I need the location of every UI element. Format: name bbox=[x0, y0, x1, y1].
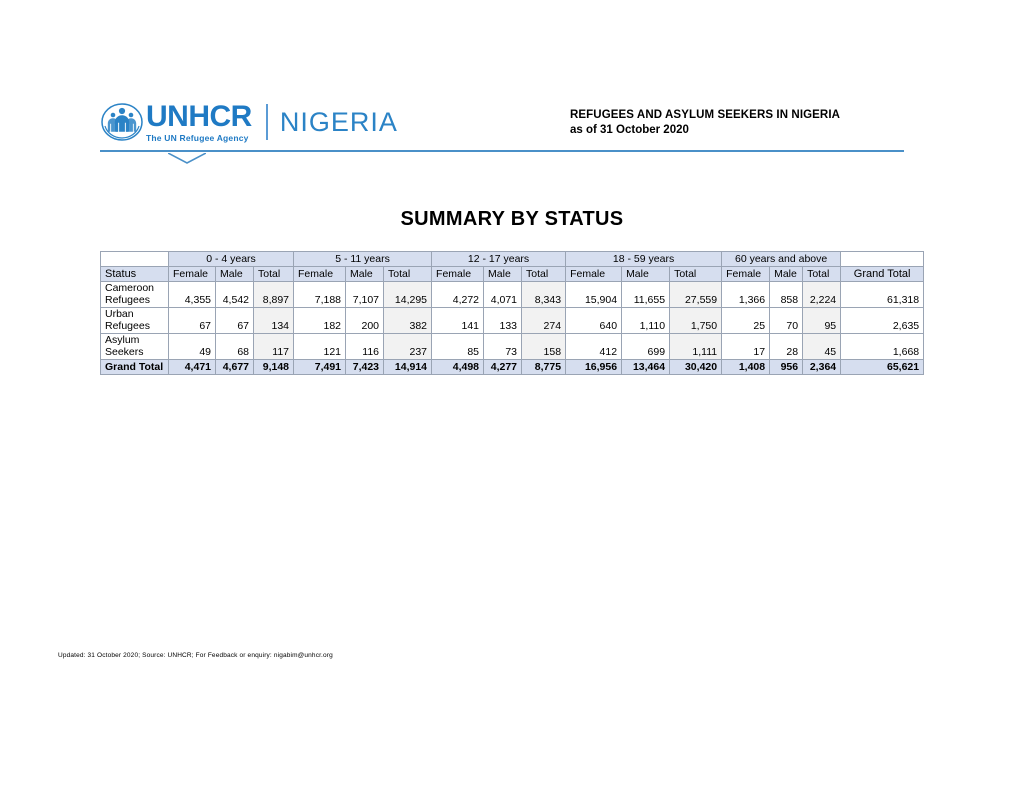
table-row bbox=[101, 308, 924, 334]
unhcr-name: UNHCR bbox=[146, 100, 252, 133]
row-status-label bbox=[101, 282, 169, 308]
cell-total-0-4: 117 bbox=[254, 334, 294, 360]
status-line-1: Asylum bbox=[105, 334, 140, 346]
page-title: SUMMARY BY STATUS bbox=[400, 208, 624, 230]
subheader-total-60-plus: Total bbox=[803, 267, 841, 282]
sub-header-row bbox=[101, 267, 924, 282]
cell-female-18-59: 15,904 bbox=[566, 282, 622, 308]
cell-female-5-11: 7,188 bbox=[294, 282, 346, 308]
cell-male-12-17: 4,071 bbox=[484, 282, 522, 308]
cell-male-12-17: 133 bbox=[484, 308, 522, 334]
status-line-2: Refugees bbox=[105, 319, 150, 332]
status-line-2: Seekers bbox=[105, 345, 144, 358]
subheader-female-5-11: Female bbox=[294, 267, 346, 282]
cell-female-18-59: 412 bbox=[566, 334, 622, 360]
subheader-total-12-17: Total bbox=[522, 267, 566, 282]
report-date: as of 31 October 2020 bbox=[570, 124, 689, 136]
subheader-male-60-plus: Male bbox=[770, 267, 803, 282]
cell-female-12-17: 85 bbox=[432, 334, 484, 360]
status-line-1: Cameroon bbox=[105, 282, 155, 294]
cell-male-18-59: 11,655 bbox=[622, 282, 670, 308]
age-group-5-11: 5 - 11 years bbox=[294, 252, 432, 267]
header-corner-blank bbox=[101, 252, 169, 267]
cell-female-60-plus: 1,366 bbox=[722, 282, 770, 308]
cell-female-18-59: 640 bbox=[566, 308, 622, 334]
cell-male-0-4: 67 bbox=[216, 308, 254, 334]
total-female-18-59: 16,956 bbox=[566, 360, 622, 375]
header-rule-notch bbox=[168, 151, 206, 162]
cell-male-0-4: 68 bbox=[216, 334, 254, 360]
cell-female-0-4: 67 bbox=[169, 308, 216, 334]
cell-grand-total: 61,318 bbox=[841, 282, 924, 308]
subheader-female-12-17: Female bbox=[432, 267, 484, 282]
age-group-60-plus: 60 years and above bbox=[722, 252, 841, 267]
total-total-0-4: 9,148 bbox=[254, 360, 294, 375]
report-title: REFUGEES AND ASYLUM SEEKERS IN NIGERIA bbox=[570, 109, 841, 121]
status-line-2: Refugees bbox=[105, 293, 150, 306]
cell-grand-total: 1,668 bbox=[841, 334, 924, 360]
cell-female-0-4: 4,355 bbox=[169, 282, 216, 308]
unhcr-logo bbox=[100, 102, 398, 143]
total-female-60-plus: 1,408 bbox=[722, 360, 770, 375]
table-row bbox=[101, 334, 924, 360]
summary-by-status-table bbox=[100, 251, 924, 375]
total-female-12-17: 4,498 bbox=[432, 360, 484, 375]
table-row bbox=[101, 282, 924, 308]
subheader-male-18-59: Male bbox=[622, 267, 670, 282]
cell-male-60-plus: 28 bbox=[770, 334, 803, 360]
total-total-18-59: 30,420 bbox=[670, 360, 722, 375]
cell-male-18-59: 699 bbox=[622, 334, 670, 360]
footer-note: Updated: 31 October 2020; Source: UNHCR; For Feedback or enquiry: nigabim@unhcr.org bbox=[58, 652, 333, 659]
subheader-female-60-plus: Female bbox=[722, 267, 770, 282]
cell-male-5-11: 116 bbox=[346, 334, 384, 360]
cell-male-60-plus: 858 bbox=[770, 282, 803, 308]
age-group-18-59: 18 - 59 years bbox=[566, 252, 722, 267]
status-line-1: Urban bbox=[105, 308, 134, 320]
cell-female-12-17: 141 bbox=[432, 308, 484, 334]
cell-male-12-17: 73 bbox=[484, 334, 522, 360]
cell-female-5-11: 121 bbox=[294, 334, 346, 360]
cell-female-60-plus: 25 bbox=[722, 308, 770, 334]
cell-male-5-11: 7,107 bbox=[346, 282, 384, 308]
cell-total-12-17: 274 bbox=[522, 308, 566, 334]
cell-female-12-17: 4,272 bbox=[432, 282, 484, 308]
total-male-12-17: 4,277 bbox=[484, 360, 522, 375]
total-grand-total: 65,621 bbox=[841, 360, 924, 375]
subheader-male-12-17: Male bbox=[484, 267, 522, 282]
unhcr-emblem-icon bbox=[100, 102, 144, 142]
cell-total-60-plus: 95 bbox=[803, 308, 841, 334]
summary-table-container bbox=[100, 251, 920, 375]
grand-total-header-blank bbox=[841, 252, 924, 267]
country-name: NIGERIA bbox=[279, 106, 398, 137]
total-total-5-11: 14,914 bbox=[384, 360, 432, 375]
document-header bbox=[100, 100, 904, 152]
cell-total-5-11: 382 bbox=[384, 308, 432, 334]
total-female-0-4: 4,471 bbox=[169, 360, 216, 375]
subheader-total-0-4: Total bbox=[254, 267, 294, 282]
row-status-label bbox=[101, 308, 169, 334]
total-total-60-plus: 2,364 bbox=[803, 360, 841, 375]
cell-total-18-59: 1,111 bbox=[670, 334, 722, 360]
grand-total-column-header: Grand Total bbox=[841, 267, 924, 282]
cell-male-0-4: 4,542 bbox=[216, 282, 254, 308]
cell-total-0-4: 134 bbox=[254, 308, 294, 334]
subheader-total-5-11: Total bbox=[384, 267, 432, 282]
row-status-label bbox=[101, 334, 169, 360]
cell-male-18-59: 1,110 bbox=[622, 308, 670, 334]
unhcr-tagline: The UN Refugee Agency bbox=[146, 133, 249, 143]
cell-total-5-11: 237 bbox=[384, 334, 432, 360]
cell-female-60-plus: 17 bbox=[722, 334, 770, 360]
cell-female-0-4: 49 bbox=[169, 334, 216, 360]
cell-total-5-11: 14,295 bbox=[384, 282, 432, 308]
total-female-5-11: 7,491 bbox=[294, 360, 346, 375]
subheader-male-0-4: Male bbox=[216, 267, 254, 282]
age-group-0-4: 0 - 4 years bbox=[169, 252, 294, 267]
cell-male-60-plus: 70 bbox=[770, 308, 803, 334]
total-male-5-11: 7,423 bbox=[346, 360, 384, 375]
age-group-header-row bbox=[101, 252, 924, 267]
age-group-12-17: 12 - 17 years bbox=[432, 252, 566, 267]
subheader-male-5-11: Male bbox=[346, 267, 384, 282]
logo-divider bbox=[266, 104, 268, 140]
grand-total-row bbox=[101, 360, 924, 375]
cell-grand-total: 2,635 bbox=[841, 308, 924, 334]
total-male-18-59: 13,464 bbox=[622, 360, 670, 375]
grand-total-row-label: Grand Total bbox=[101, 360, 169, 375]
total-total-12-17: 8,775 bbox=[522, 360, 566, 375]
cell-total-60-plus: 45 bbox=[803, 334, 841, 360]
cell-total-18-59: 1,750 bbox=[670, 308, 722, 334]
header-title-block bbox=[570, 108, 910, 138]
cell-total-12-17: 8,343 bbox=[522, 282, 566, 308]
cell-male-5-11: 200 bbox=[346, 308, 384, 334]
total-male-0-4: 4,677 bbox=[216, 360, 254, 375]
status-column-header: Status bbox=[101, 267, 169, 282]
header-rule bbox=[100, 150, 904, 152]
cell-total-18-59: 27,559 bbox=[670, 282, 722, 308]
cell-total-0-4: 8,897 bbox=[254, 282, 294, 308]
cell-total-12-17: 158 bbox=[522, 334, 566, 360]
total-male-60-plus: 956 bbox=[770, 360, 803, 375]
subheader-female-18-59: Female bbox=[566, 267, 622, 282]
unhcr-wordmark bbox=[146, 102, 252, 143]
cell-total-60-plus: 2,224 bbox=[803, 282, 841, 308]
cell-female-5-11: 182 bbox=[294, 308, 346, 334]
subheader-female-0-4: Female bbox=[169, 267, 216, 282]
subheader-total-18-59: Total bbox=[670, 267, 722, 282]
